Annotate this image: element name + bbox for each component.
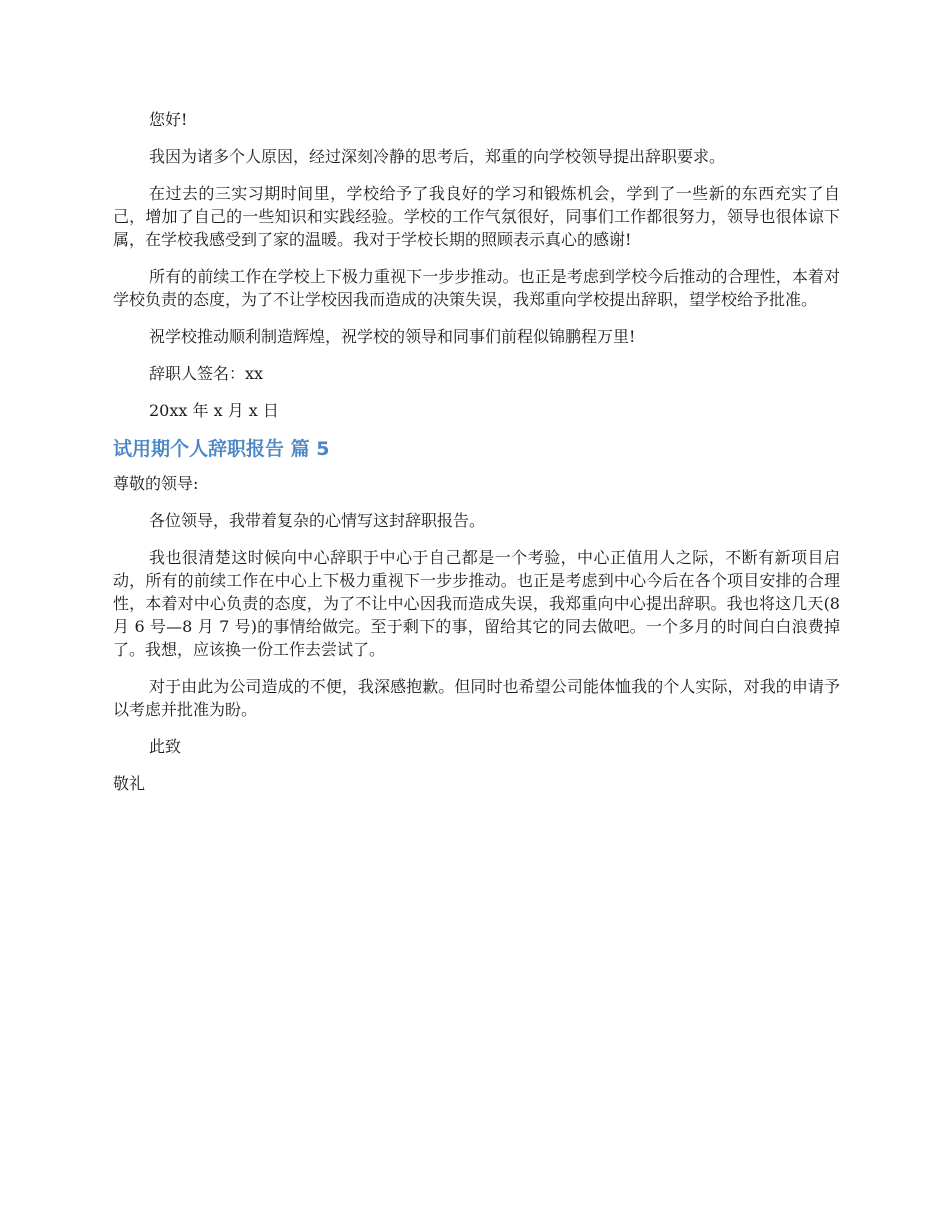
paragraph: 我因为诸多个人原因，经过深刻冷静的思考后，郑重的向学校领导提出辞职要求。 (149, 147, 726, 166)
paragraph: 各位领导，我带着复杂的心情写这封辞职报告。 (149, 511, 486, 530)
document-page (113, 108, 840, 809)
closing-line: 此致 (149, 737, 182, 756)
date-line: 20xx 年 x 月 x 日 (149, 401, 279, 420)
paragraph: 祝学校推动顺利制造辉煌，祝学校的领导和同事们前程似锦鹏程万里! (149, 327, 636, 346)
paragraph: 我也很清楚这时候向中心辞职于中心于自己都是一个考验，中心正值用人之际，不断有新项目启动，所有的前续工作在中心上下极力重视下一步步推动。也正是考虑到中心今后在各个项目安排的合理性，本着对中心负责的态度，为了不让中心因我而造成失误，我郑重向中心提出辞职。我也将这几天(8 月 6 号—8 月 7 号)的事情给做完。至于剩下的事，留给其它的同去做吧。一个多月的时间白白浪费掉了。我想，应该换一份工作去尝试了。 (113, 548, 840, 659)
signature-line: 辞职人签名：xx (149, 364, 264, 383)
greeting: 您好! (149, 110, 188, 129)
salutation: 尊敬的领导: (113, 474, 199, 493)
paragraph: 在过去的三实习期时间里，学校给予了我良好的学习和锻炼机会，学到了一些新的东西充实了自己，增加了自己的一些知识和实践经验。学校的工作气氛很好，同事们工作都很努力，领导也很体谅下属，在学校我感受到了家的温暖。我对于学校长期的照顾表示真心的感谢! (113, 184, 840, 249)
section-heading: 试用期个人辞职报告 篇 5 (113, 438, 330, 460)
paragraph: 所有的前续工作在学校上下极力重视下一步步推动。也正是考虑到学校今后推动的合理性，本着对学校负责的态度，为了不让学校因我而造成的决策失误，我郑重向学校提出辞职，望学校给予批准。 (113, 267, 840, 309)
closing-line: 敬礼 (113, 774, 146, 793)
paragraph: 对于由此为公司造成的不便，我深感抱歉。但同时也希望公司能体恤我的个人实际，对我的申请予以考虑并批准为盼。 (113, 677, 840, 719)
